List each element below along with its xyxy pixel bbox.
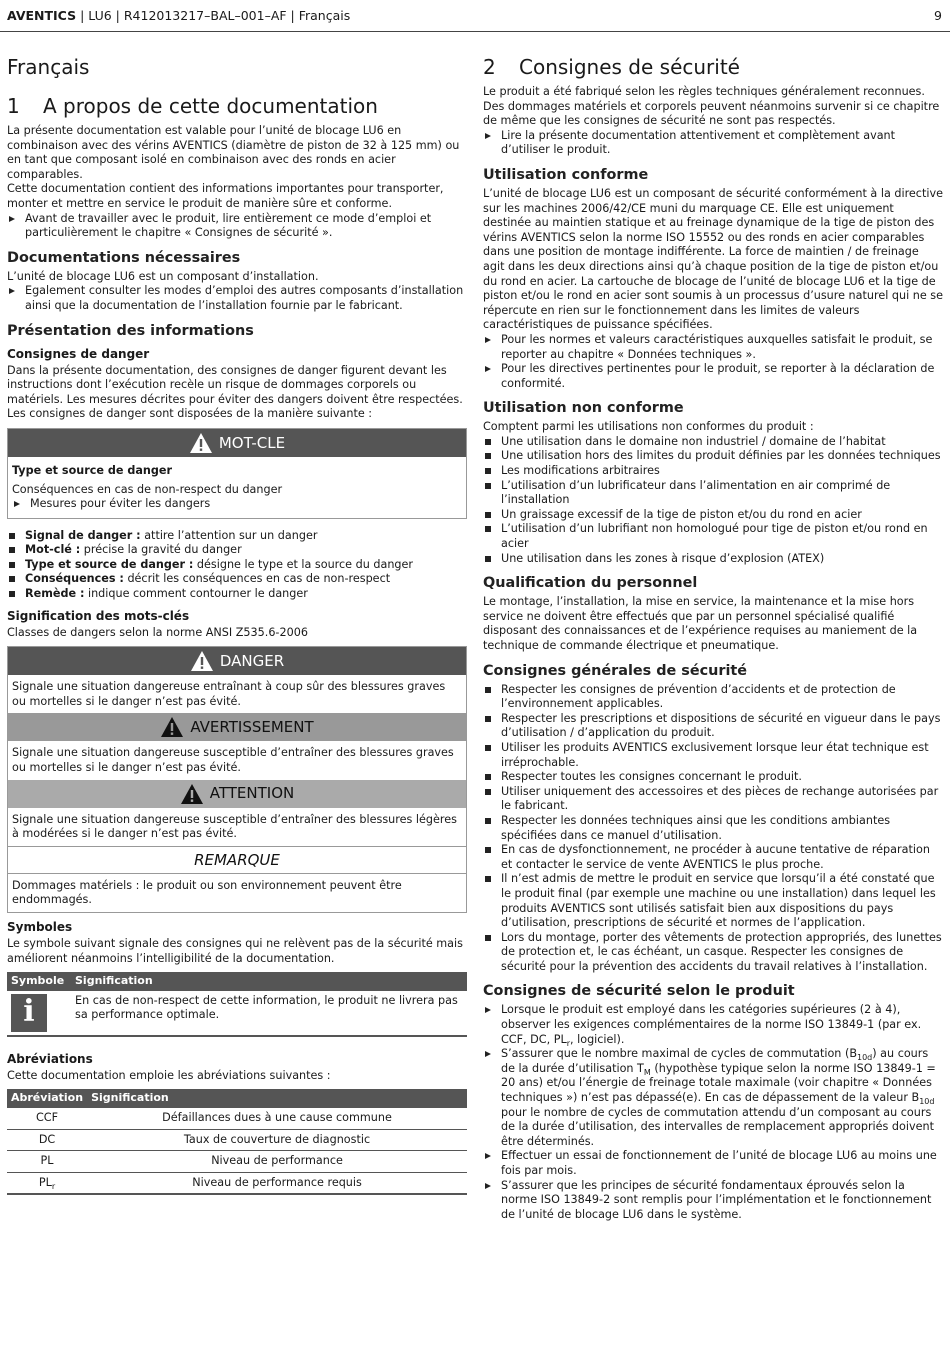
table-cell: [7, 1172, 87, 1194]
avertissement-label: AVERTISSEMENT: [190, 718, 314, 737]
list-item: Egalement consulter les modes d’emploi des autres composants d’installation ainsi que la documentation de l’installation fournie par le fabricant.: [7, 284, 467, 313]
list-item: Respecter les prescriptions et dispositions de sécurité en vigueur dans le pays d’utilisation / d’application du produit.: [483, 712, 943, 741]
danger-bar: [8, 647, 466, 675]
table-cell: [7, 991, 71, 1036]
list-item: L’utilisation d’un lubrifiant non homologué pour tige de piston et/ou rond en acier: [483, 522, 943, 551]
bullet-list: [12, 497, 462, 512]
info-icon: i: [11, 994, 47, 1032]
page-number: 9: [934, 8, 942, 23]
warning-icon: [189, 432, 213, 454]
text-run: (hypothèse typique selon la norme ISO 13849-1 = 20 ans) et/ou l’énergie de freinage totale maximale (voir chapitre « Données techniques ») n’est pas dépassé(e). En cas de dépassement de la valeur B: [501, 1061, 936, 1105]
header-title: [7, 8, 350, 26]
danger-text: Signale une situation dangereuse entraînant à coup sûr des blessures graves ou mortelles si le danger n’est pas évité.: [12, 680, 446, 708]
table-header-row: [7, 972, 467, 991]
remarque-text: Dommages matériels : le produit ou son environnement peuvent être endommagés.: [12, 878, 402, 907]
list-item: Les modifications arbitraires: [483, 464, 943, 479]
table-header: Symbole: [7, 972, 71, 991]
keyword-bar: [8, 429, 466, 457]
legend-key: Signal de danger :: [25, 528, 141, 542]
table-row: [7, 1129, 467, 1151]
text-run: Lorsque le produit est employé dans les catégories supérieures (2 à 4), observer les exigences complémentaires de la norme ISO 13849-1 (par ex. CCF, DC, PL: [501, 1003, 922, 1046]
paragraph: Cette documentation emploie les abréviations suivantes :: [7, 1068, 331, 1082]
legend-key: Conséquences :: [25, 572, 124, 586]
paragraph: Le produit a été fabriqué selon les règles techniques généralement reconnues. Des dommages matériels et corporels peuvent néanmoins survenir si ce chapitre de même que les consignes de sécurité ne sont pas respectés.: [483, 85, 940, 128]
section-1-heading: [7, 94, 467, 118]
list-item: S’assurer que les principes de sécurité fondamentaux éprouvés selon la norme ISO 13849-2 sont remplis pour l’implémentation et le fonctionnement de l’unité de blocage LU6 dans le système.: [483, 1179, 943, 1223]
warning-icon: [160, 716, 184, 738]
list-item: Un graissage excessif de la tige de piston et/ou du rond en acier: [483, 508, 943, 523]
section-number: 1: [7, 94, 20, 118]
paragraph: L’unité de blocage LU6 est un composant d’installation.: [7, 269, 319, 283]
list-item: Respecter les consignes de prévention d’accidents et de protection de l’environnement applicables.: [483, 683, 943, 712]
subsection-heading: Qualification du personnel: [483, 575, 698, 592]
list-item: Lire la présente documentation attentivement et complètement avant d’utiliser le produit.: [483, 129, 943, 158]
attention-text: Signale une situation dangereuse susceptible d’entraîner des blessures légères à modérées si le danger n’est pas évité.: [12, 812, 457, 841]
paragraph: L’unité de blocage LU6 est un composant de sécurité conformément à la directive sur les machines 2006/42/CE muni du marquage CE. Elle est uniquement destinée au maintien statique et au freinage dynamique de la tige de piston des vérins AVENTICS selon la norme ISO 15552 ou des ronds en acier comparables dans une position de montage indifférente. La force de maintien / de freinage agit dans les deux directions ainsi qu’à chaque position de la tige de piston et/ou du rond en acier. La cartouche de blocage de l’unité de blocage LU6 et la tige de piston et/ou le rond en acier sont soumis à un processus d’usure naturel qui ne se répercute en rien sur le fonctionnement dans les limites de valeurs caractéristiques de puissance spécifiées.: [483, 186, 943, 332]
subsection-heading: Présentation des informations: [7, 322, 254, 339]
list-item: Utiliser les produits AVENTICS exclusivement lorsque leur état technique est irréprochable.: [483, 741, 943, 770]
paragraph: Le montage, l’installation, la mise en service, la maintenance et la mise hors service ne doivent être effectués que par un personnel spécialisé qualifié disposant des connaissances et de l’expérience requises au maniement de la technique de commande électrique et pneumatique.: [483, 595, 918, 652]
table-header: Signification: [87, 1089, 467, 1108]
list-item: Pour les directives pertinentes pour le produit, se reporter à la déclaration de conformité.: [483, 362, 943, 391]
table-cell: CCF: [7, 1108, 87, 1129]
subsection-heading: Utilisation non conforme: [483, 400, 684, 417]
remarque-label: REMARQUE: [194, 850, 280, 869]
bullet-list: [483, 333, 943, 391]
text-run: ) au cours de la durée d’utilisation T: [501, 1047, 929, 1075]
list-item: En cas de dysfonctionnement, ne procéder à aucune tentative de réparation et contacter le service de vente AVENTICS le plus proche.: [483, 843, 943, 872]
remarque-bar: [8, 846, 466, 874]
warning-icon: [190, 650, 214, 672]
legend-value: indique comment contourner le danger: [84, 587, 308, 601]
list-item: Il n’est admis de mettre le produit en service que lorsqu’il a été constaté que le produit final (par exemple une machine ou une installation) dans lequel les produits AVENTICS sont utilisés satisfait bien aux dispositions du pays d’utilisation, prescriptions de sécurité et normes de l’application.: [483, 872, 943, 930]
legend-key: Remède :: [25, 587, 85, 601]
section-title: A propos de cette documentation: [43, 94, 378, 118]
list-item: [7, 572, 467, 587]
list-item: [7, 558, 467, 573]
warning-icon: [180, 783, 204, 805]
abbr-base: PL: [38, 1175, 52, 1189]
language-title: Français: [7, 55, 90, 79]
subscript: 10d: [857, 1053, 873, 1063]
attention-bar: [8, 780, 466, 808]
list-item: Une utilisation dans le domaine non industriel / domaine de l’habitat: [483, 435, 943, 450]
paragraph: Comptent parmi les utilisations non conformes du produit :: [483, 420, 814, 434]
table-row: [7, 1172, 467, 1194]
keyword-body: [8, 457, 466, 518]
table-row: [7, 991, 467, 1036]
table-row: [7, 1108, 467, 1129]
table-cell: En cas de non-respect de cette information, le produit ne livrera pas sa performance optimale.: [71, 991, 467, 1036]
list-item: Effectuer un essai de fonctionnement de l’unité de blocage LU6 au moins une fois par mois.: [483, 1149, 943, 1178]
legend-key: Mot-clé :: [25, 543, 81, 557]
list-item: Mesures pour éviter les dangers: [12, 497, 462, 512]
header-rule: [0, 31, 950, 32]
paragraph: Cette documentation contient des informations importantes pour transporter, monter et mettre en service le produit de manière sûre et conforme.: [7, 182, 444, 210]
legend-list: [7, 529, 467, 602]
subscript: M: [643, 1068, 651, 1078]
table-row: [7, 1151, 467, 1173]
sub-subheading: Consignes de danger: [7, 346, 150, 361]
table-header-row: [7, 1089, 467, 1108]
paragraph: Dans la présente documentation, des consignes de danger figurent devant les instructions dont l’exécution recèle un risque de dommages corporels ou matériels. Les mesures décrites pour éviter des dangers doivent être respectées. Les consignes de danger sont disposées de la manière suivante :: [7, 363, 463, 421]
attention-label: ATTENTION: [209, 784, 295, 803]
legend-value: précise la gravité du danger: [80, 543, 242, 557]
danger-type: Type et source de danger: [12, 463, 172, 477]
square-list: [483, 683, 943, 975]
sub-subheading: Symboles: [7, 920, 73, 934]
bullet-list: [7, 212, 467, 241]
legend-value: attire l’attention sur un danger: [140, 528, 318, 542]
subscript: r: [566, 1038, 570, 1048]
list-item: Utiliser uniquement des accessoires et des pièces de rechange autorisées par le fabricant.: [483, 785, 943, 814]
bullet-list: [7, 284, 467, 313]
table-header: Signification: [71, 972, 467, 991]
list-item: Respecter les données techniques ainsi que les conditions ambiantes spécifiées dans ce manuel d’utilisation.: [483, 814, 943, 843]
subsection-heading: Utilisation conforme: [483, 166, 649, 183]
left-column: [7, 50, 467, 1195]
text-run: , logiciel).: [570, 1032, 625, 1046]
legend-value: décrit les conséquences en cas de non-respect: [123, 572, 391, 586]
abbreviation-table: [7, 1089, 467, 1195]
signal-word-box: [7, 646, 467, 913]
list-item: L’utilisation d’un lubrificateur dans l’alimentation en air comprimé de l’installation: [483, 479, 943, 508]
section-title: Consignes de sécurité: [519, 55, 740, 79]
table-cell: Taux de couverture de diagnostic: [87, 1129, 467, 1151]
legend-value: désigne le type et la source du danger: [193, 557, 413, 571]
bullet-list: [483, 129, 943, 158]
table-cell: Niveau de performance: [87, 1151, 467, 1173]
avertissement-bar: [8, 713, 466, 741]
danger-consequence: Conséquences en cas de non-respect du danger: [12, 482, 283, 496]
keyword-box: [7, 428, 467, 519]
table-cell: Niveau de performance requis: [87, 1172, 467, 1194]
text-run: pour le nombre de cycles de commutation attendu d’un composant au cours de la durée d’utilisation, des intervalles de remplacement appropriés doivent être déterminés.: [501, 1105, 934, 1148]
text-run: S’assurer que le nombre maximal de cycles de commutation (B: [501, 1047, 857, 1061]
keyword-label: MOT-CLE: [218, 433, 286, 452]
header-doc-info: | LU6 | R412013217–BAL–001–AF | Français: [76, 8, 351, 23]
paragraph: La présente documentation est valable pour l’unité de blocage LU6 en combinaison avec des vérins AVENTICS (diamètre de piston de 32 à 125 mm) ou en tant que composant isolé en combinaison avec des ronds en acier comparables.: [7, 124, 460, 181]
legend-key: Type et source de danger :: [25, 557, 194, 571]
list-item: Une utilisation dans les zones à risque d’explosion (ATEX): [483, 552, 943, 567]
symbol-table: [7, 972, 467, 1037]
subsection-heading: Consignes de sécurité selon le produit: [483, 983, 795, 1000]
subsection-heading: Consignes générales de sécurité: [483, 662, 748, 679]
right-column: [483, 50, 943, 1222]
header-brand: AVENTICS: [7, 8, 77, 23]
section-2-heading: [483, 55, 943, 79]
paragraph: Classes de dangers selon la norme ANSI Z535.6-2006: [7, 625, 308, 639]
list-item: Une utilisation hors des limites du produit définies par les données techniques: [483, 449, 943, 464]
list-item: Respecter toutes les consignes concernant le produit.: [483, 770, 943, 785]
list-item: Avant de travailler avec le produit, lire entièrement ce mode d’emploi et particulièrement le chapitre « Consignes de sécurité ».: [7, 212, 467, 241]
list-item: Lors du montage, porter des vêtements de protection appropriés, des lunettes de protection et, le cas échéant, un casque. Respecter les consignes de sécurité pour la prévention des accidents du travail relatives à l’installation.: [483, 931, 943, 975]
bullet-list: [483, 1003, 943, 1222]
list-item: Pour les normes et valeurs caractéristiques auxquelles satisfait le produit, se reporter au chapitre « Données techniques ».: [483, 333, 943, 362]
danger-label: DANGER: [219, 651, 285, 670]
subscript: 10d: [919, 1097, 935, 1107]
sub-subheading: Signification des mots-clés: [7, 608, 190, 623]
list-item: [483, 1003, 943, 1047]
avertissement-text: Signale une situation dangereuse susceptible d’entraîner des blessures graves ou mortelles si le danger n’est pas évité.: [12, 746, 454, 775]
sub-subheading: Abréviations: [7, 1051, 93, 1066]
list-item: [7, 587, 467, 602]
section-number: 2: [483, 55, 496, 79]
page-header: [7, 8, 942, 26]
table-header: Abréviation: [7, 1089, 87, 1108]
subsection-heading: Documentations nécessaires: [7, 249, 241, 266]
list-item: [7, 529, 467, 544]
paragraph: Le symbole suivant signale des consignes qui ne relèvent pas de la sécurité mais améliorent néanmoins l’intelligibilité de la documentation.: [7, 937, 463, 965]
table-cell: Défaillances dues à une cause commune: [87, 1108, 467, 1129]
abbr-sub: r: [51, 1181, 56, 1191]
square-list: [483, 435, 943, 566]
table-cell: PL: [7, 1151, 87, 1173]
list-item: [483, 1047, 943, 1149]
list-item: [7, 543, 467, 558]
table-cell: DC: [7, 1129, 87, 1151]
